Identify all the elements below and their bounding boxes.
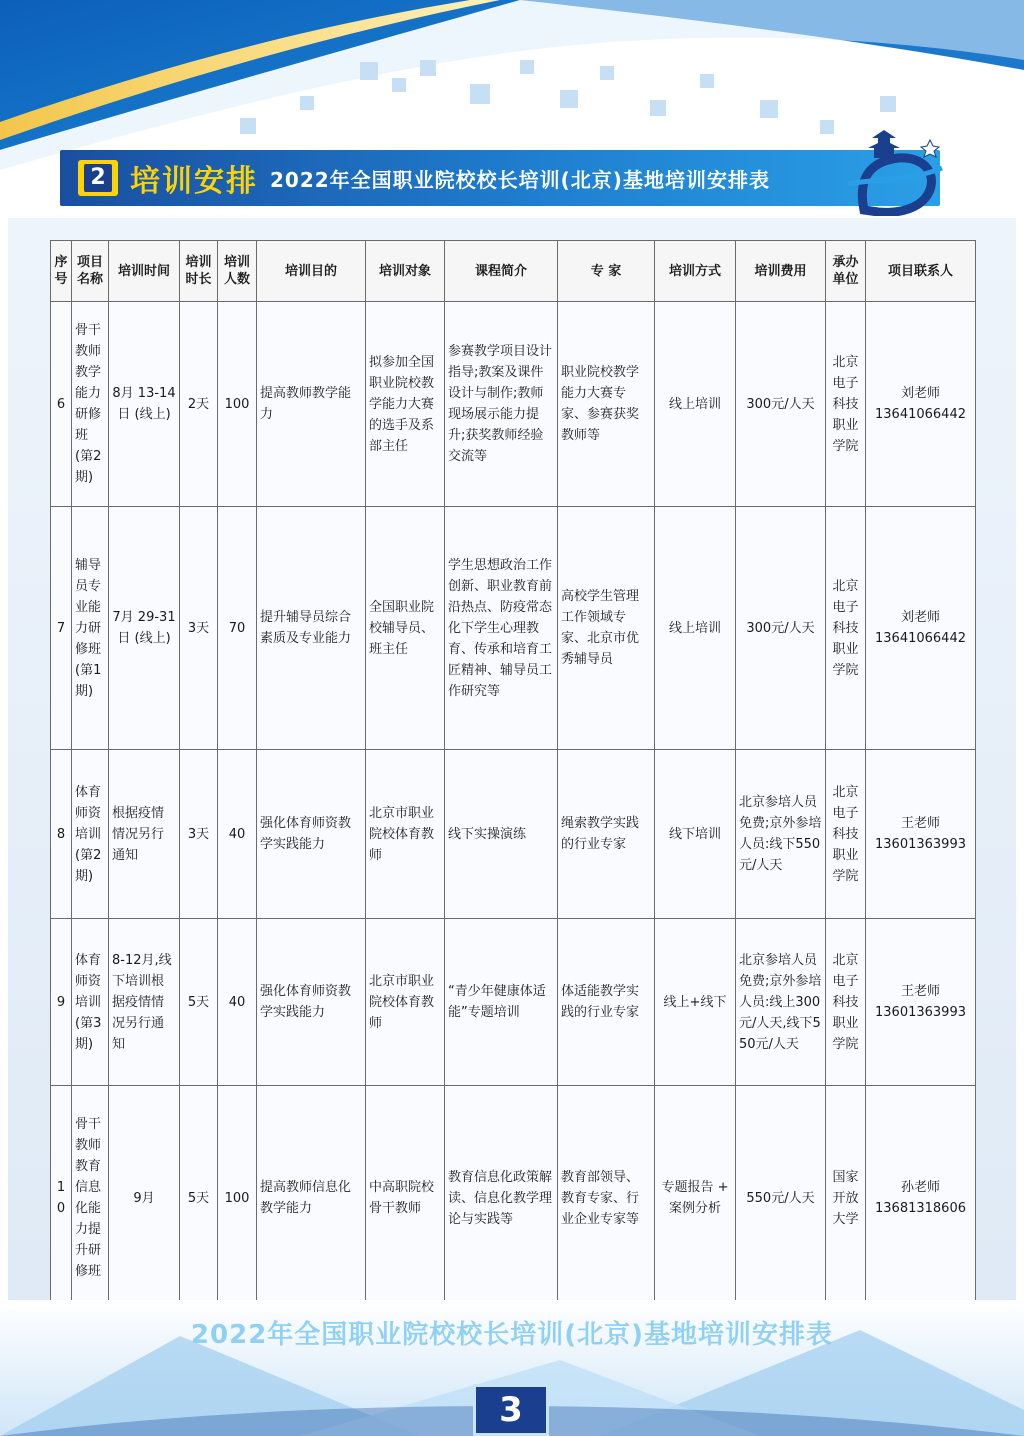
cell-count: 100 xyxy=(218,1086,257,1311)
cell-contact xyxy=(866,1086,976,1311)
col-header-mode: 培训方式 xyxy=(655,241,736,302)
cell-mode: 线上+线下 xyxy=(655,919,736,1086)
cell-duration: 5天 xyxy=(180,1086,218,1311)
contact-phone: 13641066442 xyxy=(875,631,966,646)
table-row xyxy=(51,919,976,1086)
table-row xyxy=(51,750,976,919)
cell-count: 40 xyxy=(218,750,257,919)
cell-expert: 职业院校教学能力大赛专家、参赛获奖教师等 xyxy=(558,302,655,507)
cell-target: 北京市职业院校体育教师 xyxy=(366,750,445,919)
cell-purpose: 强化体育师资教学实践能力 xyxy=(257,919,366,1086)
cell-course: “青少年健康体适能”专题培训 xyxy=(445,919,558,1086)
section-header-band xyxy=(60,150,940,206)
section-title: 培训安排 xyxy=(130,164,258,199)
cell-org: 国家开放大学 xyxy=(826,1086,866,1311)
cell-duration: 3天 xyxy=(180,507,218,750)
cell-target: 全国职业院校辅导员、班主任 xyxy=(366,507,445,750)
contact-name: 刘老师 xyxy=(900,610,940,625)
cell-purpose: 强化体育师资教学实践能力 xyxy=(257,750,366,919)
cell-course: 线下实操演练 xyxy=(445,750,558,919)
cell-mode: 线上培训 xyxy=(655,302,736,507)
col-header-duration: 培训时长 xyxy=(180,241,218,302)
contact-name: 王老师 xyxy=(900,984,940,999)
cell-contact xyxy=(866,750,976,919)
cell-mode: 专题报告 + 案例分析 xyxy=(655,1086,736,1311)
col-header-no: 序号 xyxy=(51,241,72,302)
cell-time: 7月 29-31日 (线上) xyxy=(109,507,180,750)
cell-target: 拟参加全国职业院校教学能力大赛的选手及系部主任 xyxy=(366,302,445,507)
cell-name: 体育师资培训(第3期) xyxy=(72,919,109,1086)
table-row xyxy=(51,507,976,750)
cell-duration: 5天 xyxy=(180,919,218,1086)
cell-target: 中高职院校骨干教师 xyxy=(366,1086,445,1311)
col-header-contact: 项目联系人 xyxy=(866,241,976,302)
cell-expert: 教育部领导、教育专家、行业企业专家等 xyxy=(558,1086,655,1311)
table-row xyxy=(51,302,976,507)
cell-no: 9 xyxy=(51,919,72,1086)
cell-expert: 绳索教学实践的行业专家 xyxy=(558,750,655,919)
cell-fee: 北京参培人员免费;京外参培人员:线下550元/人天 xyxy=(736,750,826,919)
cell-target: 北京市职业院校体育教师 xyxy=(366,919,445,1086)
cell-contact xyxy=(866,507,976,750)
cell-purpose: 提高教师教学能力 xyxy=(257,302,366,507)
contact-phone: 13681318606 xyxy=(875,1201,966,1216)
cell-time: 根据疫情情况另行通知 xyxy=(109,750,180,919)
contact-phone: 13601363993 xyxy=(875,1005,966,1020)
cell-mode: 线上培训 xyxy=(655,507,736,750)
cell-no: 8 xyxy=(51,750,72,919)
cell-time: 8-12月,线下培训根据疫情情况另行通知 xyxy=(109,919,180,1086)
page-number: 3 xyxy=(473,1384,549,1436)
col-header-target: 培训对象 xyxy=(366,241,445,302)
cell-time: 9月 xyxy=(109,1086,180,1311)
col-header-fee: 培训费用 xyxy=(736,241,826,302)
section-number-badge xyxy=(78,160,118,196)
table-header-row xyxy=(51,241,976,302)
cell-course: 教育信息化政策解读、信息化教学理论与实践等 xyxy=(445,1086,558,1311)
col-header-count: 培训人数 xyxy=(218,241,257,302)
cell-count: 40 xyxy=(218,919,257,1086)
page-title: 2022年全国职业院校校长培训(北京)基地培训安排表 xyxy=(270,168,770,192)
cell-duration: 2天 xyxy=(180,302,218,507)
training-schedule-table xyxy=(50,240,976,1311)
col-header-org: 承办单位 xyxy=(826,241,866,302)
section-number: 2 xyxy=(84,164,112,192)
cell-time: 8月 13-14日 (线上) xyxy=(109,302,180,507)
cell-purpose: 提升辅导员综合素质及专业能力 xyxy=(257,507,366,750)
col-header-time: 培训时间 xyxy=(109,241,180,302)
cell-count: 70 xyxy=(218,507,257,750)
cell-fee: 300元/人天 xyxy=(736,507,826,750)
cell-contact xyxy=(866,919,976,1086)
tower-logo-icon xyxy=(838,124,948,216)
contact-name: 王老师 xyxy=(900,816,940,831)
cell-expert: 高校学生管理工作领域专家、北京市优秀辅导员 xyxy=(558,507,655,750)
cell-fee: 300元/人天 xyxy=(736,302,826,507)
cell-org: 北京电子科技职业学院 xyxy=(826,507,866,750)
cell-contact xyxy=(866,302,976,507)
cell-course: 学生思想政治工作创新、职业教育前沿热点、防疫常态化下学生心理教育、传承和培育工匠精神、辅导员工作研究等 xyxy=(445,507,558,750)
cell-org: 北京电子科技职业学院 xyxy=(826,919,866,1086)
cell-name: 体育师资培训(第2期) xyxy=(72,750,109,919)
col-header-purpose: 培训目的 xyxy=(257,241,366,302)
cell-course: 参赛教学项目设计指导;教案及课件设计与制作;教师现场展示能力提升;获奖教师经验交流等 xyxy=(445,302,558,507)
cell-no: 7 xyxy=(51,507,72,750)
cell-org: 北京电子科技职业学院 xyxy=(826,750,866,919)
contact-phone: 13601363993 xyxy=(875,837,966,852)
cell-org: 北京电子科技职业学院 xyxy=(826,302,866,507)
contact-name: 刘老师 xyxy=(900,386,940,401)
table-row xyxy=(51,1086,976,1311)
footer-title: 2022年全国职业院校校长培训(北京)基地培训安排表 xyxy=(190,1320,834,1350)
contact-phone: 13641066442 xyxy=(875,407,966,422)
cell-count: 100 xyxy=(218,302,257,507)
cell-name: 骨干教师教育信息化能力提升研修班 xyxy=(72,1086,109,1311)
cell-fee: 550元/人天 xyxy=(736,1086,826,1311)
cell-purpose: 提高教师信息化教学能力 xyxy=(257,1086,366,1311)
col-header-name: 项目名称 xyxy=(72,241,109,302)
contact-name: 孙老师 xyxy=(900,1180,940,1195)
col-header-course: 课程简介 xyxy=(445,241,558,302)
col-header-expert: 专 家 xyxy=(558,241,655,302)
cell-mode: 线下培训 xyxy=(655,750,736,919)
cell-expert: 体适能教学实践的行业专家 xyxy=(558,919,655,1086)
cell-name: 辅导员专业能力研修班(第1期) xyxy=(72,507,109,750)
cell-no: 10 xyxy=(51,1086,72,1311)
cell-no: 6 xyxy=(51,302,72,507)
cell-fee: 北京参培人员免费;京外参培人员:线上300元/人天,线下550元/人天 xyxy=(736,919,826,1086)
cell-name: 骨干教师教学能力研修班(第2期) xyxy=(72,302,109,507)
cell-duration: 3天 xyxy=(180,750,218,919)
